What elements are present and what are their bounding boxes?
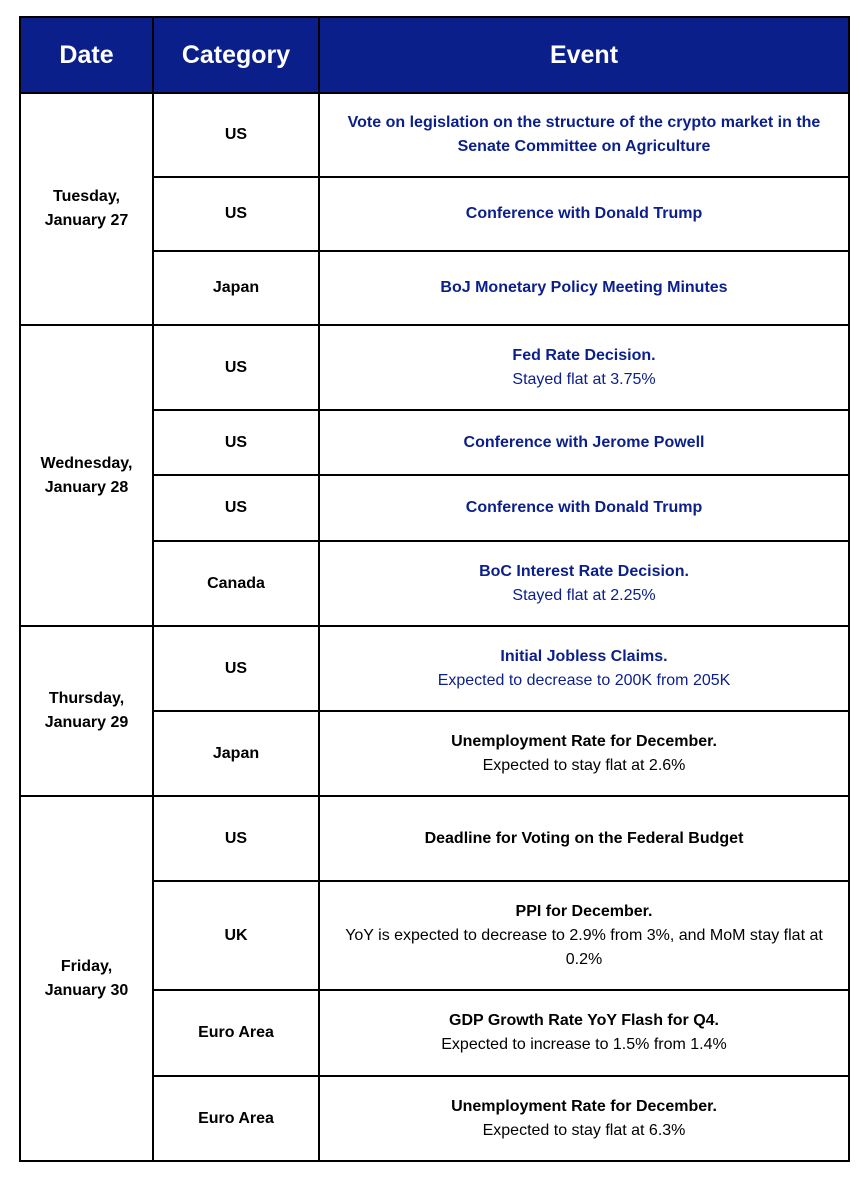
event-cell <box>319 177 849 251</box>
event-title: Conference with Donald Trump <box>465 499 703 516</box>
event-cell <box>319 990 849 1076</box>
event-title: Unemployment Rate for December. <box>451 732 717 750</box>
event-detail: Expected to stay flat at 6.3% <box>482 1121 686 1139</box>
event-cell <box>319 796 849 881</box>
event-detail: YoY is expected to decrease to 2.9% from 3%, and MoM stay flat at 0.2% <box>345 926 823 968</box>
event-title: Fed Rate Decision. <box>512 346 656 364</box>
event-cell <box>319 626 849 711</box>
event-title: BoJ Monetary Policy Meeting Minutes <box>440 279 728 296</box>
event-title: Unemployment Rate for December. <box>451 1097 717 1115</box>
date-label: January 27 <box>44 212 129 229</box>
category-cell: Euro Area <box>153 1076 319 1161</box>
weekday-label: Thursday, <box>48 690 125 707</box>
economic-calendar-table <box>19 16 850 1162</box>
table-header <box>20 17 849 93</box>
category-cell: Euro Area <box>153 990 319 1076</box>
category-cell: US <box>153 93 319 177</box>
event-title: Vote on legislation on the structure of the crypto market in the Senate Committee on Agriculture <box>347 114 821 155</box>
event-title: GDP Growth Rate YoY Flash for Q4. <box>449 1012 719 1029</box>
event-detail: Expected to stay flat at 2.6% <box>482 756 686 774</box>
date-cell <box>20 93 153 325</box>
event-cell <box>319 541 849 626</box>
table-row <box>20 325 849 410</box>
date-label: January 29 <box>44 714 129 731</box>
header-date: Date <box>20 17 153 93</box>
weekday-label: Friday, <box>60 957 113 975</box>
event-detail: Stayed flat at 3.75% <box>512 370 656 388</box>
event-detail: Stayed flat at 2.25% <box>512 586 656 604</box>
event-cell <box>319 251 849 325</box>
event-title: BoC Interest Rate Decision. <box>479 562 689 580</box>
header-category: Category <box>153 17 319 93</box>
table-row <box>20 93 849 177</box>
category-cell: Japan <box>153 711 319 796</box>
category-cell: US <box>153 177 319 251</box>
event-cell <box>319 711 849 796</box>
category-cell: US <box>153 475 319 541</box>
date-cell <box>20 626 153 796</box>
event-title: Initial Jobless Claims. <box>500 647 668 665</box>
event-title: PPI for December. <box>515 902 653 920</box>
event-title: Deadline for Voting on the Federal Budget <box>424 829 744 847</box>
category-cell: US <box>153 410 319 475</box>
weekday-label: Tuesday, <box>53 188 120 205</box>
event-cell <box>319 93 849 177</box>
category-cell: Japan <box>153 251 319 325</box>
weekday-label: Wednesday, <box>40 454 133 472</box>
event-cell <box>319 1076 849 1161</box>
date-label: January 28 <box>44 478 129 496</box>
category-cell: Canada <box>153 541 319 626</box>
event-detail: Expected to increase to 1.5% from 1.4% <box>441 1036 727 1053</box>
event-cell <box>319 410 849 475</box>
event-cell <box>319 475 849 541</box>
category-cell: US <box>153 325 319 410</box>
date-cell <box>20 796 153 1161</box>
header-row <box>20 17 849 93</box>
header-event: Event <box>319 17 849 93</box>
table-body <box>20 93 849 1161</box>
category-cell: UK <box>153 881 319 990</box>
table-row <box>20 626 849 711</box>
table-row <box>20 796 849 881</box>
date-label: January 30 <box>44 981 129 999</box>
event-detail: Expected to decrease to 200K from 205K <box>437 671 731 689</box>
event-cell <box>319 881 849 990</box>
date-cell <box>20 325 153 626</box>
category-cell: US <box>153 626 319 711</box>
event-title: Conference with Donald Trump <box>465 205 703 222</box>
event-cell <box>319 325 849 410</box>
category-cell: US <box>153 796 319 881</box>
event-title: Conference with Jerome Powell <box>463 433 705 451</box>
